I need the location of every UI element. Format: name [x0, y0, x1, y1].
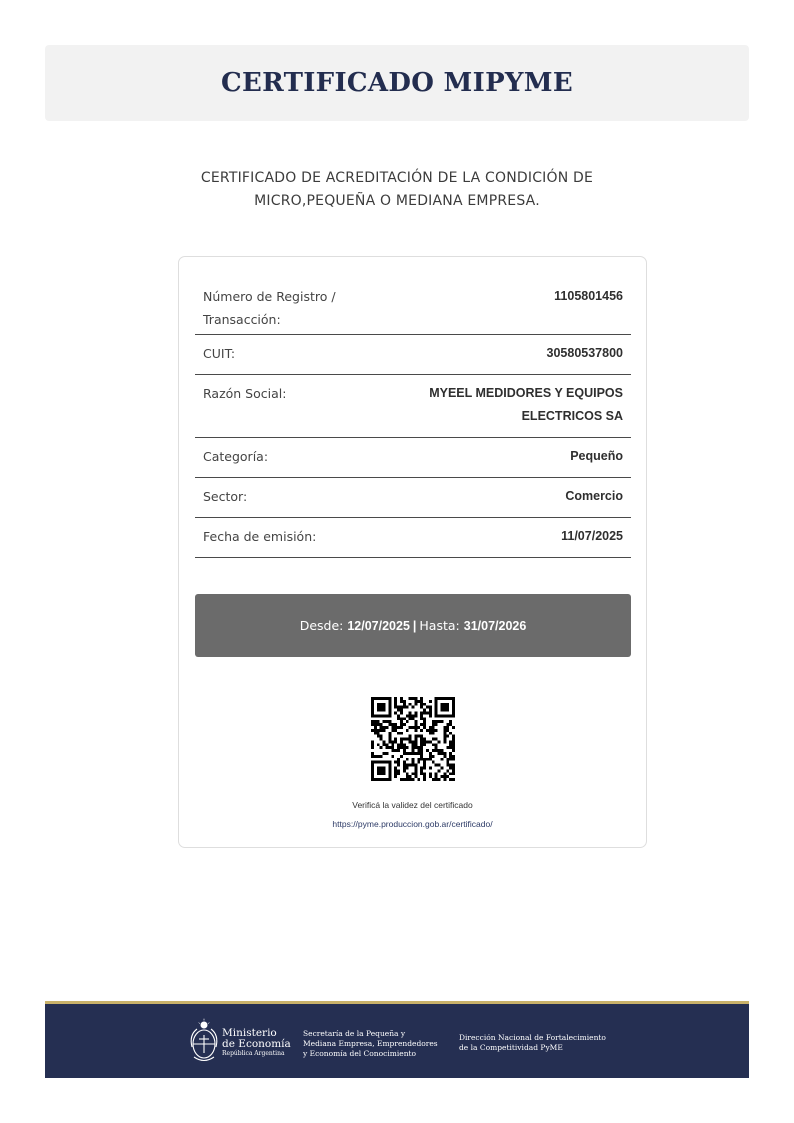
footer-ministry-line-1: Ministerio — [222, 1027, 277, 1039]
field-value-fecha-emision: 11/07/2025 — [561, 529, 623, 543]
razon-social-line-1: MYEEL MEDIDORES Y EQUIPOS — [429, 386, 623, 400]
verify-link[interactable]: https://pyme.produccion.gob.ar/certificado/ — [332, 819, 493, 829]
field-row-fecha-emision — [195, 518, 631, 558]
field-label-fecha-emision: Fecha de emisión: — [203, 529, 317, 544]
field-label-razon-social: Razón Social: — [203, 386, 287, 401]
verify-caption: Verificá la validez del certificado — [352, 800, 473, 810]
field-value-cuit: 30580537800 — [546, 346, 623, 360]
field-label-categoria: Categoría: — [203, 449, 269, 464]
footer-ministry-line-2: de Economía — [222, 1038, 291, 1050]
subtitle-line-2: MICRO,PEQUEÑA O MEDIANA EMPRESA. — [254, 193, 540, 209]
certificate-subtitle — [160, 167, 634, 213]
footer-secretariat-line-3: y Economía del Conocimiento — [303, 1049, 417, 1058]
validity-from-label: Desde: — [299, 618, 344, 633]
validity-period-banner — [195, 594, 631, 657]
field-value-categoria: Pequeño — [570, 449, 623, 463]
validity-separator: | — [412, 618, 417, 633]
validity-to-label: Hasta: — [419, 618, 460, 633]
qr-modules — [371, 697, 455, 781]
footer-ministry — [222, 1028, 291, 1058]
field-row-razon-social — [195, 375, 631, 438]
field-label-sector: Sector: — [203, 489, 248, 504]
footer-secretariat-line-2: Mediana Empresa, Emprendedores — [303, 1039, 438, 1048]
page-title: CERTIFICADO MIPYME — [221, 68, 573, 98]
footer-secretariat-line-1: Secretaría de la Pequeña y — [303, 1029, 406, 1038]
certificate-card — [178, 256, 647, 848]
field-value-registro: 1105801456 — [554, 289, 623, 303]
footer-country: República Argentina — [222, 1050, 285, 1057]
field-row-registro — [195, 278, 631, 335]
field-row-sector — [195, 478, 631, 518]
header-band — [45, 45, 749, 121]
validity-to-date: 31/07/2026 — [463, 618, 527, 633]
subtitle-line-1: CERTIFICADO DE ACREDITACIÓN DE LA CONDICIÓN DE — [200, 170, 594, 186]
field-value-razon-social — [413, 382, 623, 428]
footer-direction — [459, 1033, 606, 1053]
field-row-categoria — [195, 438, 631, 478]
field-row-cuit — [195, 335, 631, 375]
certificate-fields — [195, 278, 631, 558]
field-value-sector: Comercio — [565, 489, 623, 503]
qr-code-icon[interactable] — [371, 697, 455, 781]
field-label-registro — [203, 285, 353, 331]
razon-social-line-2: ELECTRICOS SA — [521, 409, 623, 423]
footer-direction-line-1: Dirección Nacional de Fortalecimiento — [459, 1033, 606, 1042]
field-label-cuit: CUIT: — [203, 346, 236, 361]
argentina-coat-of-arms-icon — [187, 1017, 221, 1065]
footer-band — [45, 1001, 749, 1078]
field-label-registro-line-1: Número de Registro / — [203, 289, 336, 304]
field-label-registro-line-2: Transacción: — [203, 312, 281, 327]
footer-direction-line-2: de la Competitividad PyME — [459, 1043, 563, 1052]
validity-from-date: 12/07/2025 — [347, 618, 410, 633]
footer-secretariat — [303, 1029, 438, 1059]
